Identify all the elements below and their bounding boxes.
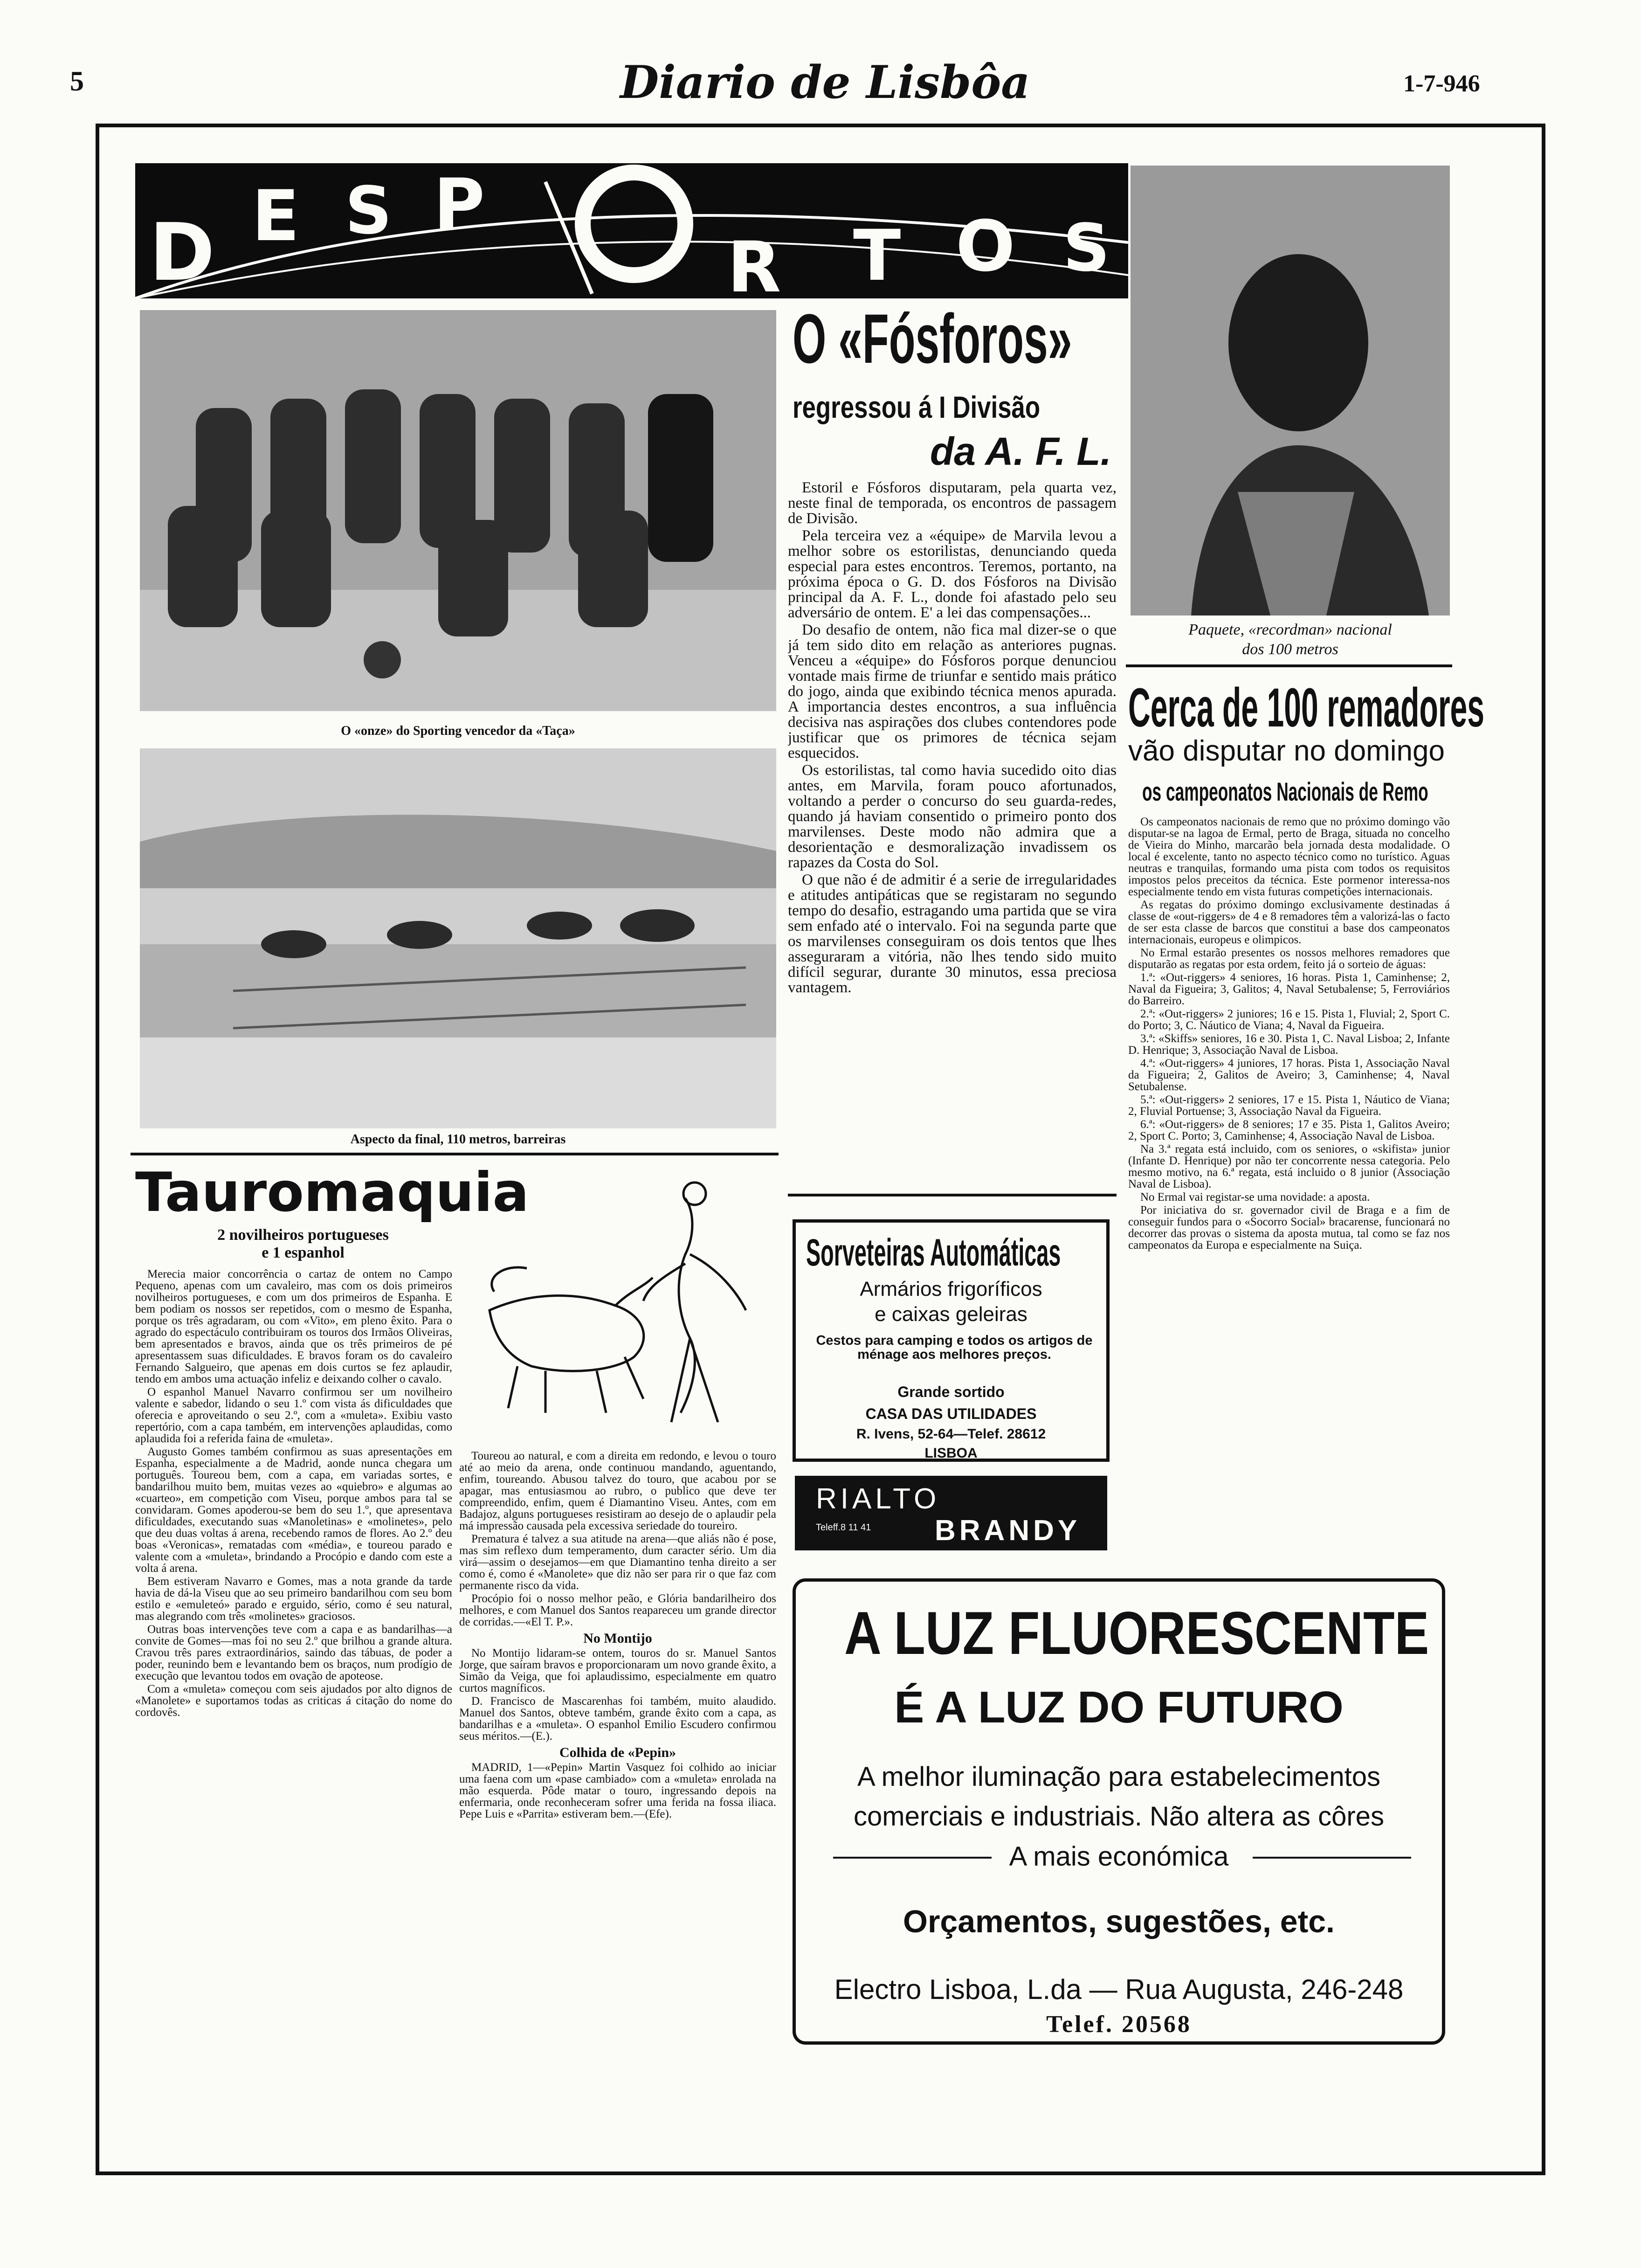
sorveteiras-line4: Grande sortido [897, 1383, 1005, 1400]
tauro-paragraph: Com a «muleta» começou com seis ajudados por alto dignos de «Manolete» e suportamos todas as criticas á citação do nome do cordovês. [135, 1683, 452, 1719]
tauro-paragraph: Outras boas intervenções teve com a capa e as bandarilhas—a convite de Gomes—mas foi no seu 2.º que brilhou a grande altura. Cravou três pares extraordinários, saindo das tábuas, de poder a poder, reunindo bem e levantando bem os braços, num prodígio de execução que levantou todos em ovação de apoteose. [135, 1623, 452, 1682]
remo-paragraph: Na 3.ª regata está incluido, com os seniores, o «skifista» junior (Infante D. Henrique) por não ter concorrente nessa categoria. Pelo mesmo motivo, na 6.ª regata, está incluido o 8 junior (Associação Naval de Lisboa). [1128, 1143, 1450, 1190]
desportos-banner [135, 163, 1128, 298]
luz-line1: A melhor iluminação para estabelecimentos [857, 1762, 1380, 1792]
remo-paragraph: No Ermal estarão presentes os nossos melhores remadores que disputarão as regatas por esta ordem, feito já o sorteio de águas: [1128, 947, 1450, 971]
race-silhouettes [140, 748, 776, 1128]
remo-headline: Cerca de 100 remadores [1128, 677, 1485, 739]
banner-letter-t: T [853, 215, 901, 297]
banner-letter-s2: S [1063, 210, 1110, 286]
tauro-paragraph: Toureou ao natural, e com a direita em redondo, e levou o touro até ao meio da arena, onde continuou mandando, aguentando, enfim, toureando. Abusou talvez do touro, que acabou por se apagar, mas entusiasmou ao rubro, o publico que deve ter compreendido, enfim, quem é Diamantino Viseu. Antes, com em Badajoz, alguns portugueses resistiram ao desejo de o aplaudir pela má impressão causada pela excessiva seriedade do toureiro. [459, 1450, 776, 1532]
tauro-paragraph: Augusto Gomes também confirmou as suas apresentações em Espanha, especialmente a de Madrid, aonde nunca chegara um português. Toureou bem, com a capa, em variadas sortes, e bandarilhou muito bem, muitas vezes ao «quiebro» e algumas ao «cuarteo», em competição com Viseu, porque ambos para tal se convidaram. Gomes apoderou-se bem do seu 1.º, que apresentava dificuldades, executando suas «Manoletinas» e «molinetes», pelo que deu duas voltas á arena, recebendo ramos de flores. Ao 2.º deu boas «Veronicas», rematadas com «média», e toureou parado e valente com a «muleta», brindando a Procópio e dando com este a volta á arena. [135, 1445, 452, 1575]
sorveteiras-title: Sorveteiras Automáticas [806, 1231, 1061, 1274]
issue-date: 1-7-946 [1403, 70, 1480, 97]
banner-letter-o2: O [956, 206, 1015, 287]
rialto-brandy-ad [795, 1476, 1107, 1550]
fosforos-headline: O «Fósforos» [793, 299, 1072, 378]
luz-line5: Electro Lisboa, L.da — Rua Augusta, 246-248 [834, 1974, 1404, 2005]
banner-letter-e: E [252, 176, 300, 257]
bullfighter-illustration [476, 1170, 765, 1431]
tauro-subtitle-1: 2 novilheiros portugueses [217, 1226, 389, 1244]
montijo-heading: No Montijo [583, 1631, 652, 1646]
remo-subtitle-1: vão disputar no domingo [1128, 735, 1445, 767]
sporting-team-photo [140, 310, 776, 711]
fosforos-paragraph: Do desafio de ontem, não fica mal dizer-se o que já tem sido dito em relação as anteriores pugnas. Venceu a «équipe» do Fósforos porque denunciou vontade mais firme de triunfar e sentido mais prático do jogo, ainda que exibindo técnica menos apurada. A importancia destes encontros, a sua influência decisiva nas aspirações dos clubes contendores pode justificar que os primores de técnica sejam esquecidos. [788, 622, 1117, 761]
race-photo-caption: Aspecto da final, 110 metros, barreiras [350, 1132, 566, 1147]
remo-paragraph: 3.ª: «Skiffs» seniores, 16 e 30. Pista 1, C. Naval Lisboa; 2, Infante D. Henrique; 3, Associação Naval de Lisboa. [1128, 1032, 1450, 1057]
remo-paragraph: Por iniciativa do sr. governador civil de Braga e a fim de conseguir fundos para o «Socorro Social» bracarense, funcionará no decorrer das provas o sistema da aposta mutua, tal como se faz nos campeonatos da Europa e especialmente na Suiça. [1128, 1204, 1450, 1252]
remo-paragraph: 6.ª: «Out-riggers» de 8 seniores; 17 e 35. Pista 1, Galitos Aveiro; 2, Sport C. Porto; 3, Caminhense; 4, Associação Naval de Lisboa. [1128, 1118, 1450, 1142]
luz-rule-right [1253, 1857, 1411, 1859]
montijo-paragraph: D. Francisco de Mascarenhas foi também, muito alaudido. Manuel dos Santos, obteve também, grande êxito com a capa, as bandarilhas e a «muleta». O espanhol Emilio Escudero confirmou seus méritos.—(E.). [459, 1695, 776, 1742]
montijo-paragraph: No Montijo lidaram-se ontem, touros do sr. Manuel Santos Jorge, que saíram bravos e proporcionaram um novo grande êxito, a Simão da Veiga, que foi aplaudissimo, especialmente em quatro curtos magníficos. [459, 1647, 776, 1694]
sorveteiras-line3: Cestos para camping e todos os artigos de ménage aos melhores preços. [816, 1333, 1093, 1362]
fosforos-paragraph: Os estorilistas, tal como havia sucedido oito dias antes, em Marvila, foram pouco afortunados, voltando a perder o concurso do seu guarda-redes, quando já haviam consentido o primeiro ponto dos marvilenses. Deste modo não admira que a desorientação e desmoralização invadissem os rapazes da Costa do Sol. [788, 762, 1117, 871]
paquete-photo [1131, 166, 1450, 615]
remo-body [1128, 816, 1450, 1567]
page-number: 5 [70, 66, 84, 97]
fosforos-paragraph: Estoril e Fósforos disputaram, pela quarta vez, neste final de temporada, os encontros de passagem de Divisão. [788, 480, 1117, 527]
paquete-caption-1: Paquete, «recordman» nacional [1188, 621, 1392, 638]
remo-paragraph: 1.ª: «Out-riggers» 4 seniores, 16 horas. Pista 1, Caminhense; 2, Naval da Figueira; 3, Galitos; 4, Naval Setubalense; 5, Ferroviários do Barreiro. [1128, 971, 1450, 1007]
rialto-line1: RIALTO [816, 1483, 940, 1515]
banner-letter-d: D [149, 207, 215, 298]
newspaper-title: Diario de Lisbôa [620, 56, 1030, 109]
pepin-paragraph: MADRID, 1—«Pepin» Martin Vasquez foi colhido ao iniciar uma faena com um «pase cambiado» com a «muleta» enrolada na mão esquerda. Pôde matar o touro, ingressando depois na enfermaria, onde reconheceram sofrer uma ferida na fossa iliaca. Pepe Luis e «Parrita» estiveram bem.—(Efe). [459, 1761, 776, 1820]
banner-letter-r: R [727, 227, 781, 298]
bullfight-drawing [476, 1170, 765, 1431]
banner-letter-p: P [434, 164, 485, 245]
luz-subtitle: É A LUZ DO FUTURO [894, 1682, 1344, 1732]
fosforos-subtitle-1: regressou á I Divisão [793, 390, 1041, 424]
sorveteiras-line5: CASA DAS UTILIDADES [865, 1405, 1037, 1422]
tauro-paragraph: Merecia maior concorrência o cartaz de ontem no Campo Pequeno, apenas com um cavaleiro, mas com os dois primeiros novilheiros portugueses, e com um dos primeiros de Espanha. E bem podiam os nossos ser repetidos, com o mesmo de Espanha, porque os três agradaram, ou com «Vito», em pleno êxito. Para o agrado do espectáculo contribuiram os touros dos Irmãos Oliveiras, bem apresentados e bravos, ainda que os três primeiros de pé apresentassem suas dificuldades. E bravos foram os do cavaleiro Fernando Salgueiro, que apenas em dois curtos se fez aplaudir, tendo em ambos uma actuação infeliz e deixando colher o cavalo. [135, 1268, 452, 1385]
tauro-subtitle-2: e 1 espanhol [262, 1244, 345, 1261]
divider [1126, 664, 1452, 667]
paquete-caption-2: dos 100 metros [1242, 641, 1338, 658]
remo-paragraph: 2.ª: «Out-riggers» 2 juniores; 16 e 15. Pista 1, Fluvial; 2, Sport C. do Porto; 3, C. Náutico de Viana; 4, Naval da Figueira. [1128, 1008, 1450, 1032]
divider [788, 1194, 1117, 1196]
remo-paragraph: 4.ª: «Out-riggers» 4 juniores, 17 horas. Pista 1, Associação Naval da Figueira; 2, Galitos de Aveiro; 3, Caminhense; 4, Naval Setubalense. [1128, 1057, 1450, 1093]
tauro-paragraph: Procópio foi o nosso melhor peão, e Glória bandarilheiro dos melhores, e com Manuel dos Santos reapareceu um grande director de corridas.—«El T. P.». [459, 1592, 776, 1628]
tauro-paragraph: Prematura é talvez a sua atitude na arena—que aliás não é pose, mas sim reflexo dum temperamento, dum caracter sério. Um dia virá—assim o desejamos—em que Diamantino tenha direito a ser como é, como é «Manolete» que diz não ser para rir o que faz com permanente risco da vida. [459, 1533, 776, 1592]
pepin-heading: Colhida de «Pepin» [559, 1745, 676, 1760]
tauromaquia-headline: Tauromaquia [135, 1161, 529, 1224]
fosforos-subtitle-2: da A. F. L. [930, 429, 1111, 473]
fosforos-paragraph: O que não é de admitir é a serie de irregularidades e atitudes antipáticas que se registaram no segundo tempo do desafio, estragando uma partida que se vira sem enfado até o intervalo. Foi na segunda parte que os marvilenses conseguiram os dois tentos que lhes asseguraram a vitória, não lhes tendo sido muito difícil segurar, durante 30 minutos, essa preciosa vantagem. [788, 871, 1117, 996]
rialto-line2: BRANDY [935, 1514, 1081, 1547]
sorveteiras-line2: e caixas geleiras [875, 1303, 1027, 1326]
divider [131, 1153, 779, 1155]
tauro-paragraph: O espanhol Manuel Navarro confirmou ser um novilheiro valente e sabedor, lidando o seu 1.º com vista ás dificuldades que oferecia e aproveitando o seu 2.º, com a «muleta». Exibiu vasto repertório, com a capa também, em intervenções aplaudidas, como aplaudida foi a referida faina de «muleta». [135, 1386, 452, 1445]
tauro-column-2 [459, 1450, 776, 2056]
paquete-silhouette [1131, 166, 1450, 615]
fosforos-paragraph: Pela terceira vez a «équipe» de Marvila levou a melhor sobre os estorilistas, denunciando queda especial para estes encontros. Teremos, portanto, na próxima época o G. D. dos Fósforos na Divisão principal da A. F. L., donde foi afastado pelo seu adversário de ontem. E' a lei das compensações... [788, 527, 1117, 621]
tauro-paragraph: Bem estiveram Navarro e Gomes, mas a nota grande da tarde havia de dá-la Viseu que ao seu primeiro bandarilhou com seu bom estilo e «emuleteó» parado e erguido, sério, como é seu natural, mas alegrando com três «molinetes» graciosos. [135, 1575, 452, 1623]
luz-line2: comerciais e industriais. Não altera as côres [854, 1801, 1384, 1832]
banner-letter-s: S [345, 173, 392, 249]
luz-line4: Orçamentos, sugestões, etc. [903, 1904, 1335, 1939]
sorveteiras-line1: Armários frigoríficos [860, 1278, 1042, 1300]
remo-paragraph: No Ermal vai registar-se uma novidade: a aposta. [1140, 1191, 1370, 1203]
remo-paragraph: 5.ª: «Out-riggers» 2 seniores, 17 e 15. Pista 1, Náutico de Viana; 2, Fluvial Portuense; 3, Associação Naval da Figueira. [1128, 1093, 1450, 1118]
luz-title: A LUZ FLUORESCENTE [844, 1599, 1429, 1667]
fosforos-body [788, 480, 1117, 1189]
luz-line3: A mais económica [1009, 1841, 1229, 1872]
sorveteiras-ad [793, 1219, 1110, 1462]
sorveteiras-line7: LISBOA [924, 1445, 978, 1461]
sorveteiras-line6: R. Ivens, 52-64—Telef. 28612 [856, 1426, 1046, 1442]
banner-graphic [135, 163, 1128, 298]
remo-subtitle-2: os campeonatos Nacionais de Remo [1142, 777, 1428, 806]
remo-paragraph: As regatas do próximo domingo exclusivamente destinadas á classe de «out-riggers» de 4 e 8 remadores têm a valorizá-las o facto de ser esta classe de barcos que constitui a base dos campeonatos internacionais, europeus e olimpicos. [1128, 899, 1450, 946]
tauro-column-1 [135, 1268, 452, 2028]
luz-line6: Telef. 20568 [1046, 2011, 1192, 2038]
luz-fluorescente-ad [793, 1578, 1445, 2045]
team-photo-caption: O «onze» do Sporting vencedor da «Taça» [341, 724, 575, 738]
rialto-small: Teleff.8 11 41 [816, 1522, 871, 1533]
remo-paragraph: Os campeonatos nacionais de remo que no próximo domingo vão disputar-se na lagoa de Ermal, perto de Braga, situada no concelho de Vieira do Minho, marcarão bela jornada desta modalidade. O local é excelente, tanto no aspecto técnico como no turístico. Aguas neutras e tranquilas, formando uma pista com todos os requisitos impostos pelos preceitos da técnica. Este pormenor interessa-nos especialmente tendo em vista futuras competições internacionais. [1128, 816, 1450, 898]
hurdles-race-photo [140, 748, 776, 1128]
team-silhouettes [140, 310, 776, 711]
